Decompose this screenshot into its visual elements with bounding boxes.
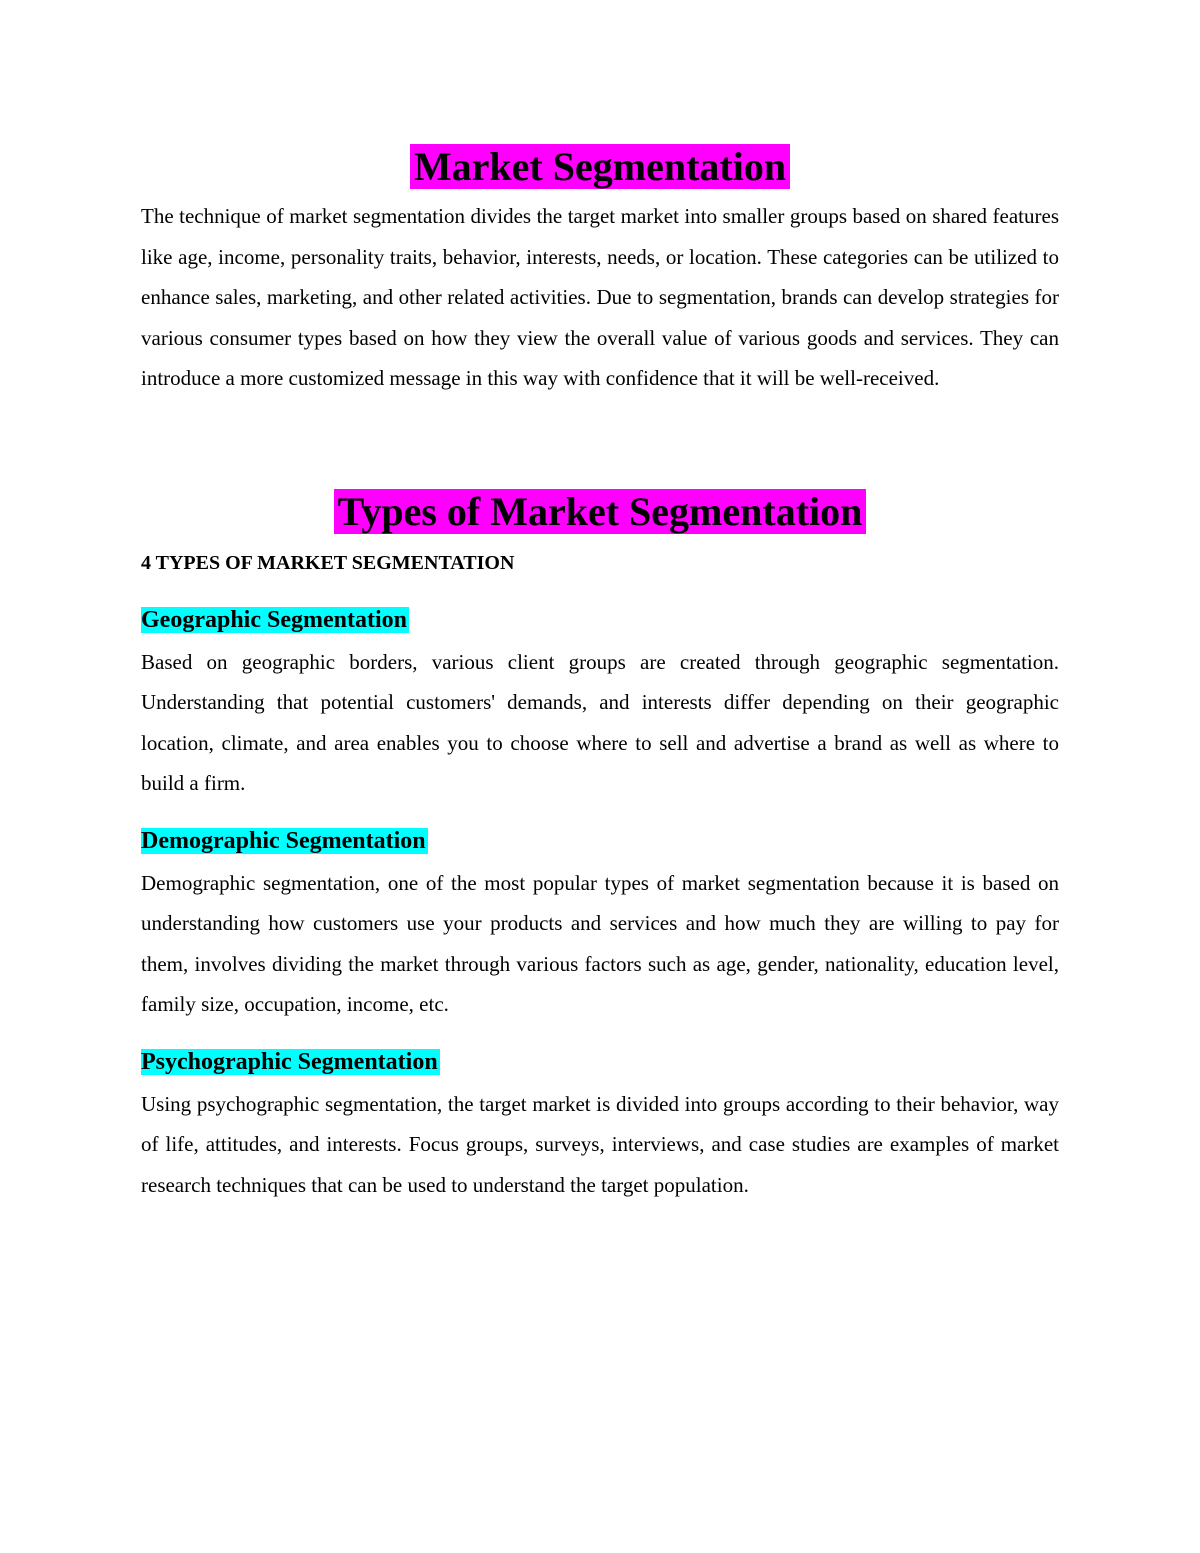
title-highlight: Types of Market Segmentation bbox=[334, 489, 867, 534]
section-heading-psychographic: Psychographic Segmentation bbox=[141, 1048, 438, 1075]
section-heading-geographic: Geographic Segmentation bbox=[141, 606, 407, 633]
intro-paragraph: The technique of market segmentation divides the target market into smaller groups based on shared features like age, income, personality traits, behavior, interests, needs, or location. These categories can be utilized to enhance sales, marketing, and other related activities. Due to segmentation, brands can develop strategies for various consumer types based on how they view the overall value of various goods and services. They can introduce a more customized message in this way with confidence that it will be well-received. bbox=[141, 204, 1059, 390]
title-highlight: Market Segmentation bbox=[410, 144, 790, 189]
section-text-demographic: Demographic segmentation, one of the most popular types of market segmentation because it is based on understanding how customers use your products and services and how much they are willing to pay for them, involves dividing the market through various factors such as age, gender, nationality, education level, family size, occupation, income, etc. bbox=[141, 870, 1059, 1016]
section-heading-demographic: Demographic Segmentation bbox=[141, 827, 426, 854]
document-page bbox=[141, 138, 1059, 1205]
types-subtitle: 4 TYPES OF MARKET SEGMENTATION bbox=[141, 551, 515, 574]
title-types-of-market-segmentation bbox=[141, 483, 1059, 541]
section-text-geographic: Based on geographic borders, various client groups are created through geographic segmentation. Understanding that potential customers' demands, and interests differ depending on their geographic location, climate, and area enables you to choose where to sell and advertise a brand as well as where to build a firm. bbox=[141, 649, 1059, 795]
title-market-segmentation bbox=[141, 138, 1059, 196]
section-text-psychographic: Using psychographic segmentation, the target market is divided into groups according to their behavior, way of life, attitudes, and interests. Focus groups, surveys, interviews, and case studies are examples of market research techniques that can be used to understand the target population. bbox=[141, 1091, 1059, 1197]
